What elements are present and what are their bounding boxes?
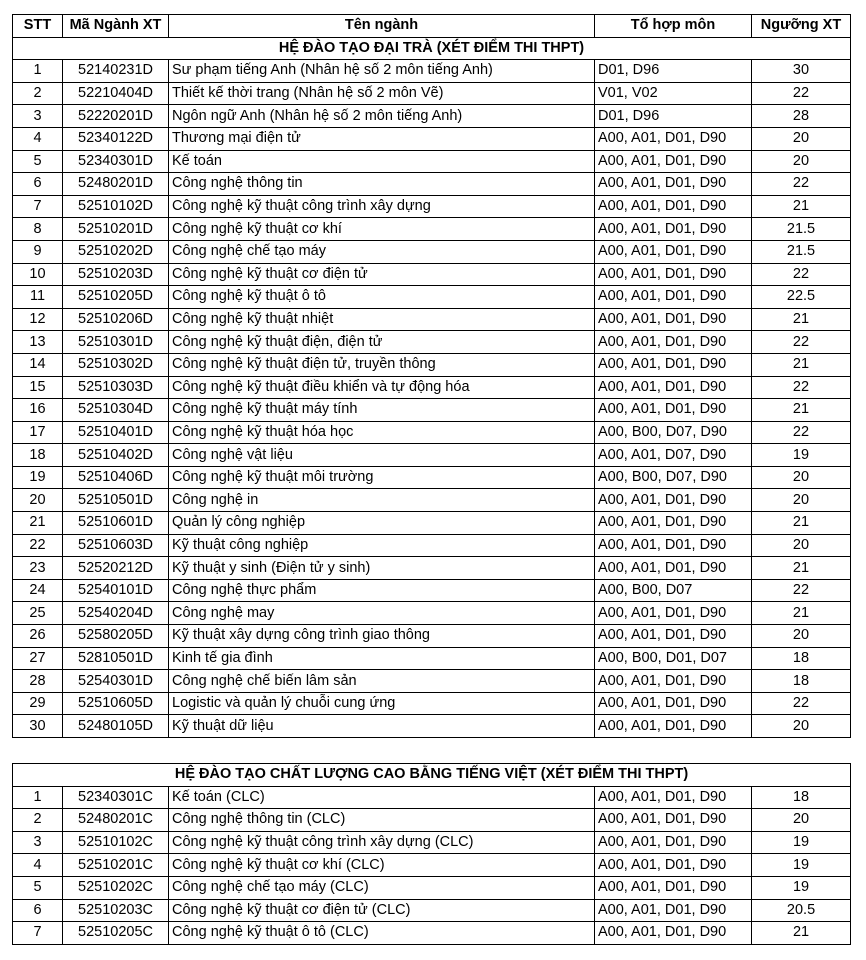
table-row	[13, 692, 851, 715]
cell-stt: 4	[13, 854, 63, 877]
cell-code: 52510304D	[63, 399, 169, 422]
cell-name: Công nghệ kỹ thuật ô tô (CLC)	[169, 922, 595, 945]
cell-threshold: 28	[752, 105, 851, 128]
header-name: Tên ngành	[169, 15, 595, 38]
table-row	[13, 195, 851, 218]
cell-combo: A00, A01, D01, D90	[595, 786, 752, 809]
cell-threshold: 20	[752, 127, 851, 150]
cell-threshold: 21	[752, 922, 851, 945]
table-row	[13, 534, 851, 557]
cell-code: 52810501D	[63, 647, 169, 670]
table-row	[13, 557, 851, 580]
cell-combo: A00, B00, D01, D07	[595, 647, 752, 670]
cell-code: 52210404D	[63, 82, 169, 105]
cell-combo: A00, A01, D01, D90	[595, 625, 752, 648]
cell-name: Công nghệ kỹ thuật máy tính	[169, 399, 595, 422]
cell-code: 52340301C	[63, 786, 169, 809]
cell-code: 52480201D	[63, 173, 169, 196]
cell-stt: 18	[13, 444, 63, 467]
cell-stt: 12	[13, 308, 63, 331]
table-row	[13, 670, 851, 693]
cell-combo: A00, A01, D01, D90	[595, 809, 752, 832]
table-row	[13, 809, 851, 832]
table-row	[13, 444, 851, 467]
cell-combo: A00, B00, D07, D90	[595, 421, 752, 444]
cell-name: Công nghệ chế tạo máy	[169, 240, 595, 263]
cell-threshold: 21.5	[752, 218, 851, 241]
cell-combo: A00, A01, D01, D90	[595, 263, 752, 286]
cell-stt: 3	[13, 831, 63, 854]
cell-combo: A00, A01, D01, D90	[595, 854, 752, 877]
cell-code: 52510601D	[63, 512, 169, 535]
cell-stt: 19	[13, 466, 63, 489]
cell-name: Công nghệ kỹ thuật cơ khí (CLC)	[169, 854, 595, 877]
cell-stt: 29	[13, 692, 63, 715]
cell-stt: 1	[13, 60, 63, 83]
cell-combo: A00, A01, D01, D90	[595, 150, 752, 173]
table-row	[13, 625, 851, 648]
cell-name: Ngôn ngữ Anh (Nhân hệ số 2 môn tiếng Anh)	[169, 105, 595, 128]
cell-name: Công nghệ chế biến lâm sản	[169, 670, 595, 693]
cell-threshold: 22	[752, 263, 851, 286]
cell-code: 52510206D	[63, 308, 169, 331]
cell-stt: 2	[13, 809, 63, 832]
cell-code: 52510302D	[63, 353, 169, 376]
cell-code: 52340301D	[63, 150, 169, 173]
table-row	[13, 105, 851, 128]
cell-threshold: 19	[752, 854, 851, 877]
cell-combo: A00, A01, D01, D90	[595, 899, 752, 922]
cell-code: 52540204D	[63, 602, 169, 625]
cell-name: Công nghệ kỹ thuật môi trường	[169, 466, 595, 489]
cell-threshold: 22	[752, 173, 851, 196]
cell-name: Quản lý công nghiệp	[169, 512, 595, 535]
cell-stt: 15	[13, 376, 63, 399]
cell-stt: 4	[13, 127, 63, 150]
cell-name: Kế toán (CLC)	[169, 786, 595, 809]
cell-threshold: 21	[752, 399, 851, 422]
table-row	[13, 263, 851, 286]
cell-threshold: 20	[752, 466, 851, 489]
cell-combo: A00, A01, D01, D90	[595, 376, 752, 399]
cell-threshold: 21	[752, 557, 851, 580]
cell-threshold: 20.5	[752, 899, 851, 922]
cell-stt: 7	[13, 195, 63, 218]
cell-combo: A00, A01, D01, D90	[595, 831, 752, 854]
cell-threshold: 22	[752, 579, 851, 602]
table-row	[13, 376, 851, 399]
cell-name: Công nghệ thông tin	[169, 173, 595, 196]
cell-name: Công nghệ kỹ thuật cơ điện tử (CLC)	[169, 899, 595, 922]
header-row	[13, 15, 851, 38]
cell-combo: A00, A01, D01, D90	[595, 173, 752, 196]
table-row	[13, 173, 851, 196]
table-row	[13, 60, 851, 83]
cell-threshold: 21	[752, 512, 851, 535]
header-combo: Tổ hợp môn	[595, 15, 752, 38]
header-code: Mã Ngành XT	[63, 15, 169, 38]
cell-stt: 21	[13, 512, 63, 535]
cell-stt: 6	[13, 173, 63, 196]
table-row	[13, 899, 851, 922]
cell-threshold: 22	[752, 331, 851, 354]
cell-combo: A00, A01, D01, D90	[595, 331, 752, 354]
cell-threshold: 20	[752, 150, 851, 173]
table-row	[13, 786, 851, 809]
cell-threshold: 22.5	[752, 286, 851, 309]
cell-threshold: 20	[752, 489, 851, 512]
cell-combo: A00, A01, D01, D90	[595, 353, 752, 376]
cell-stt: 13	[13, 331, 63, 354]
header-threshold: Ngưỡng XT	[752, 15, 851, 38]
cell-threshold: 19	[752, 831, 851, 854]
cell-combo: A00, A01, D01, D90	[595, 692, 752, 715]
cell-code: 52220201D	[63, 105, 169, 128]
cell-code: 52140231D	[63, 60, 169, 83]
table-row	[13, 512, 851, 535]
cell-combo: A00, A01, D01, D90	[595, 240, 752, 263]
cell-stt: 5	[13, 876, 63, 899]
cell-threshold: 21	[752, 353, 851, 376]
cell-threshold: 20	[752, 715, 851, 738]
cell-name: Công nghệ in	[169, 489, 595, 512]
cell-name: Công nghệ vật liệu	[169, 444, 595, 467]
cell-stt: 27	[13, 647, 63, 670]
section-title-row	[13, 37, 851, 60]
cell-name: Kỹ thuật y sinh (Điện tử y sinh)	[169, 557, 595, 580]
cell-stt: 7	[13, 922, 63, 945]
cell-code: 52510202C	[63, 876, 169, 899]
cell-code: 52520212D	[63, 557, 169, 580]
cell-name: Logistic và quản lý chuỗi cung ứng	[169, 692, 595, 715]
cell-threshold: 20	[752, 534, 851, 557]
cell-code: 52340122D	[63, 127, 169, 150]
cell-name: Công nghệ thông tin (CLC)	[169, 809, 595, 832]
cell-name: Công nghệ kỹ thuật cơ khí	[169, 218, 595, 241]
cell-combo: A00, A01, D01, D90	[595, 286, 752, 309]
cell-stt: 30	[13, 715, 63, 738]
cell-code: 52510205D	[63, 286, 169, 309]
cell-code: 52510402D	[63, 444, 169, 467]
cell-name: Kinh tế gia đình	[169, 647, 595, 670]
table-row	[13, 127, 851, 150]
table-row	[13, 715, 851, 738]
cell-code: 52510102D	[63, 195, 169, 218]
cell-combo: A00, B00, D07	[595, 579, 752, 602]
cell-code: 52510203C	[63, 899, 169, 922]
cell-code: 52510201D	[63, 218, 169, 241]
cell-stt: 23	[13, 557, 63, 580]
table-row	[13, 82, 851, 105]
cell-combo: A00, A01, D01, D90	[595, 715, 752, 738]
cell-stt: 3	[13, 105, 63, 128]
table-row	[13, 647, 851, 670]
section-title-row	[13, 764, 851, 787]
table-row	[13, 218, 851, 241]
cell-threshold: 18	[752, 647, 851, 670]
cell-code: 52510603D	[63, 534, 169, 557]
cell-stt: 28	[13, 670, 63, 693]
cell-stt: 10	[13, 263, 63, 286]
cell-combo: A00, A01, D01, D90	[595, 670, 752, 693]
cell-stt: 1	[13, 786, 63, 809]
cell-stt: 24	[13, 579, 63, 602]
table-row	[13, 922, 851, 945]
table-row	[13, 308, 851, 331]
cell-code: 52510201C	[63, 854, 169, 877]
cell-combo: A00, A01, D01, D90	[595, 922, 752, 945]
cell-name: Công nghệ kỹ thuật hóa học	[169, 421, 595, 444]
cell-combo: A00, A01, D01, D90	[595, 308, 752, 331]
table-row	[13, 602, 851, 625]
cell-name: Công nghệ chế tạo máy (CLC)	[169, 876, 595, 899]
cell-code: 52540301D	[63, 670, 169, 693]
cell-threshold: 21	[752, 602, 851, 625]
cell-name: Công nghệ kỹ thuật cơ điện tử	[169, 263, 595, 286]
cell-stt: 20	[13, 489, 63, 512]
cell-stt: 22	[13, 534, 63, 557]
cell-combo: A00, A01, D01, D90	[595, 557, 752, 580]
cell-name: Công nghệ thực phẩm	[169, 579, 595, 602]
section-title-high-quality: HỆ ĐÀO TẠO CHẤT LƯỢNG CAO BẰNG TIẾNG VIỆT (XÉT ĐIỂM THI THPT)	[13, 764, 851, 787]
admission-table-standard	[12, 14, 851, 738]
cell-code: 52510303D	[63, 376, 169, 399]
cell-code: 52510401D	[63, 421, 169, 444]
cell-code: 52510605D	[63, 692, 169, 715]
cell-threshold: 22	[752, 376, 851, 399]
cell-combo: A00, A01, D01, D90	[595, 127, 752, 150]
cell-threshold: 21	[752, 308, 851, 331]
cell-name: Kế toán	[169, 150, 595, 173]
cell-threshold: 19	[752, 444, 851, 467]
cell-stt: 6	[13, 899, 63, 922]
cell-name: Công nghệ kỹ thuật công trình xây dựng	[169, 195, 595, 218]
cell-threshold: 18	[752, 670, 851, 693]
cell-stt: 8	[13, 218, 63, 241]
table-row	[13, 421, 851, 444]
cell-combo: A00, A01, D01, D90	[595, 876, 752, 899]
cell-combo: A00, A01, D01, D90	[595, 399, 752, 422]
cell-stt: 9	[13, 240, 63, 263]
cell-name: Công nghệ kỹ thuật công trình xây dựng (CLC)	[169, 831, 595, 854]
cell-code: 52510205C	[63, 922, 169, 945]
table-row	[13, 579, 851, 602]
cell-combo: D01, D96	[595, 105, 752, 128]
cell-threshold: 19	[752, 876, 851, 899]
cell-code: 52510203D	[63, 263, 169, 286]
table-row	[13, 489, 851, 512]
cell-combo: A00, A01, D07, D90	[595, 444, 752, 467]
cell-name: Thương mại điện tử	[169, 127, 595, 150]
cell-threshold: 18	[752, 786, 851, 809]
cell-combo: D01, D96	[595, 60, 752, 83]
table-row	[13, 854, 851, 877]
cell-threshold: 22	[752, 692, 851, 715]
cell-combo: V01, V02	[595, 82, 752, 105]
table-row	[13, 240, 851, 263]
cell-threshold: 20	[752, 809, 851, 832]
table-row	[13, 876, 851, 899]
cell-name: Công nghệ kỹ thuật nhiệt	[169, 308, 595, 331]
cell-name: Kỹ thuật công nghiệp	[169, 534, 595, 557]
cell-code: 52580205D	[63, 625, 169, 648]
table-row	[13, 331, 851, 354]
cell-name: Công nghệ kỹ thuật điện, điện tử	[169, 331, 595, 354]
cell-threshold: 21	[752, 195, 851, 218]
cell-combo: A00, A01, D01, D90	[595, 602, 752, 625]
cell-combo: A00, A01, D01, D90	[595, 195, 752, 218]
cell-name: Kỹ thuật dữ liệu	[169, 715, 595, 738]
cell-threshold: 22	[752, 82, 851, 105]
cell-code: 52510406D	[63, 466, 169, 489]
cell-combo: A00, B00, D07, D90	[595, 466, 752, 489]
cell-stt: 11	[13, 286, 63, 309]
cell-code: 52510501D	[63, 489, 169, 512]
admission-table-high-quality	[12, 763, 851, 945]
section-title-standard: HỆ ĐÀO TẠO ĐẠI TRÀ (XÉT ĐIỂM THI THPT)	[13, 37, 851, 60]
table-row	[13, 150, 851, 173]
table-body-standard	[13, 60, 851, 738]
cell-code: 52480105D	[63, 715, 169, 738]
table-row	[13, 399, 851, 422]
table-body-high-quality	[13, 786, 851, 944]
cell-stt: 5	[13, 150, 63, 173]
cell-combo: A00, A01, D01, D90	[595, 512, 752, 535]
cell-threshold: 21.5	[752, 240, 851, 263]
header-stt: STT	[13, 15, 63, 38]
table-row	[13, 353, 851, 376]
cell-stt: 25	[13, 602, 63, 625]
cell-threshold: 20	[752, 625, 851, 648]
table-row	[13, 286, 851, 309]
cell-name: Sư phạm tiếng Anh (Nhân hệ số 2 môn tiếng Anh)	[169, 60, 595, 83]
cell-name: Công nghệ kỹ thuật điện tử, truyền thông	[169, 353, 595, 376]
table-row	[13, 831, 851, 854]
cell-name: Thiết kế thời trang (Nhân hệ số 2 môn Vẽ)	[169, 82, 595, 105]
cell-name: Công nghệ may	[169, 602, 595, 625]
cell-stt: 14	[13, 353, 63, 376]
cell-name: Kỹ thuật xây dựng công trình giao thông	[169, 625, 595, 648]
cell-name: Công nghệ kỹ thuật ô tô	[169, 286, 595, 309]
cell-stt: 17	[13, 421, 63, 444]
cell-stt: 16	[13, 399, 63, 422]
cell-combo: A00, A01, D01, D90	[595, 218, 752, 241]
cell-code: 52480201C	[63, 809, 169, 832]
cell-combo: A00, A01, D01, D90	[595, 534, 752, 557]
cell-code: 52510301D	[63, 331, 169, 354]
cell-threshold: 22	[752, 421, 851, 444]
cell-code: 52510202D	[63, 240, 169, 263]
cell-name: Công nghệ kỹ thuật điều khiển và tự động hóa	[169, 376, 595, 399]
cell-stt: 2	[13, 82, 63, 105]
cell-stt: 26	[13, 625, 63, 648]
cell-code: 52510102C	[63, 831, 169, 854]
cell-threshold: 30	[752, 60, 851, 83]
cell-combo: A00, A01, D01, D90	[595, 489, 752, 512]
cell-code: 52540101D	[63, 579, 169, 602]
table-row	[13, 466, 851, 489]
